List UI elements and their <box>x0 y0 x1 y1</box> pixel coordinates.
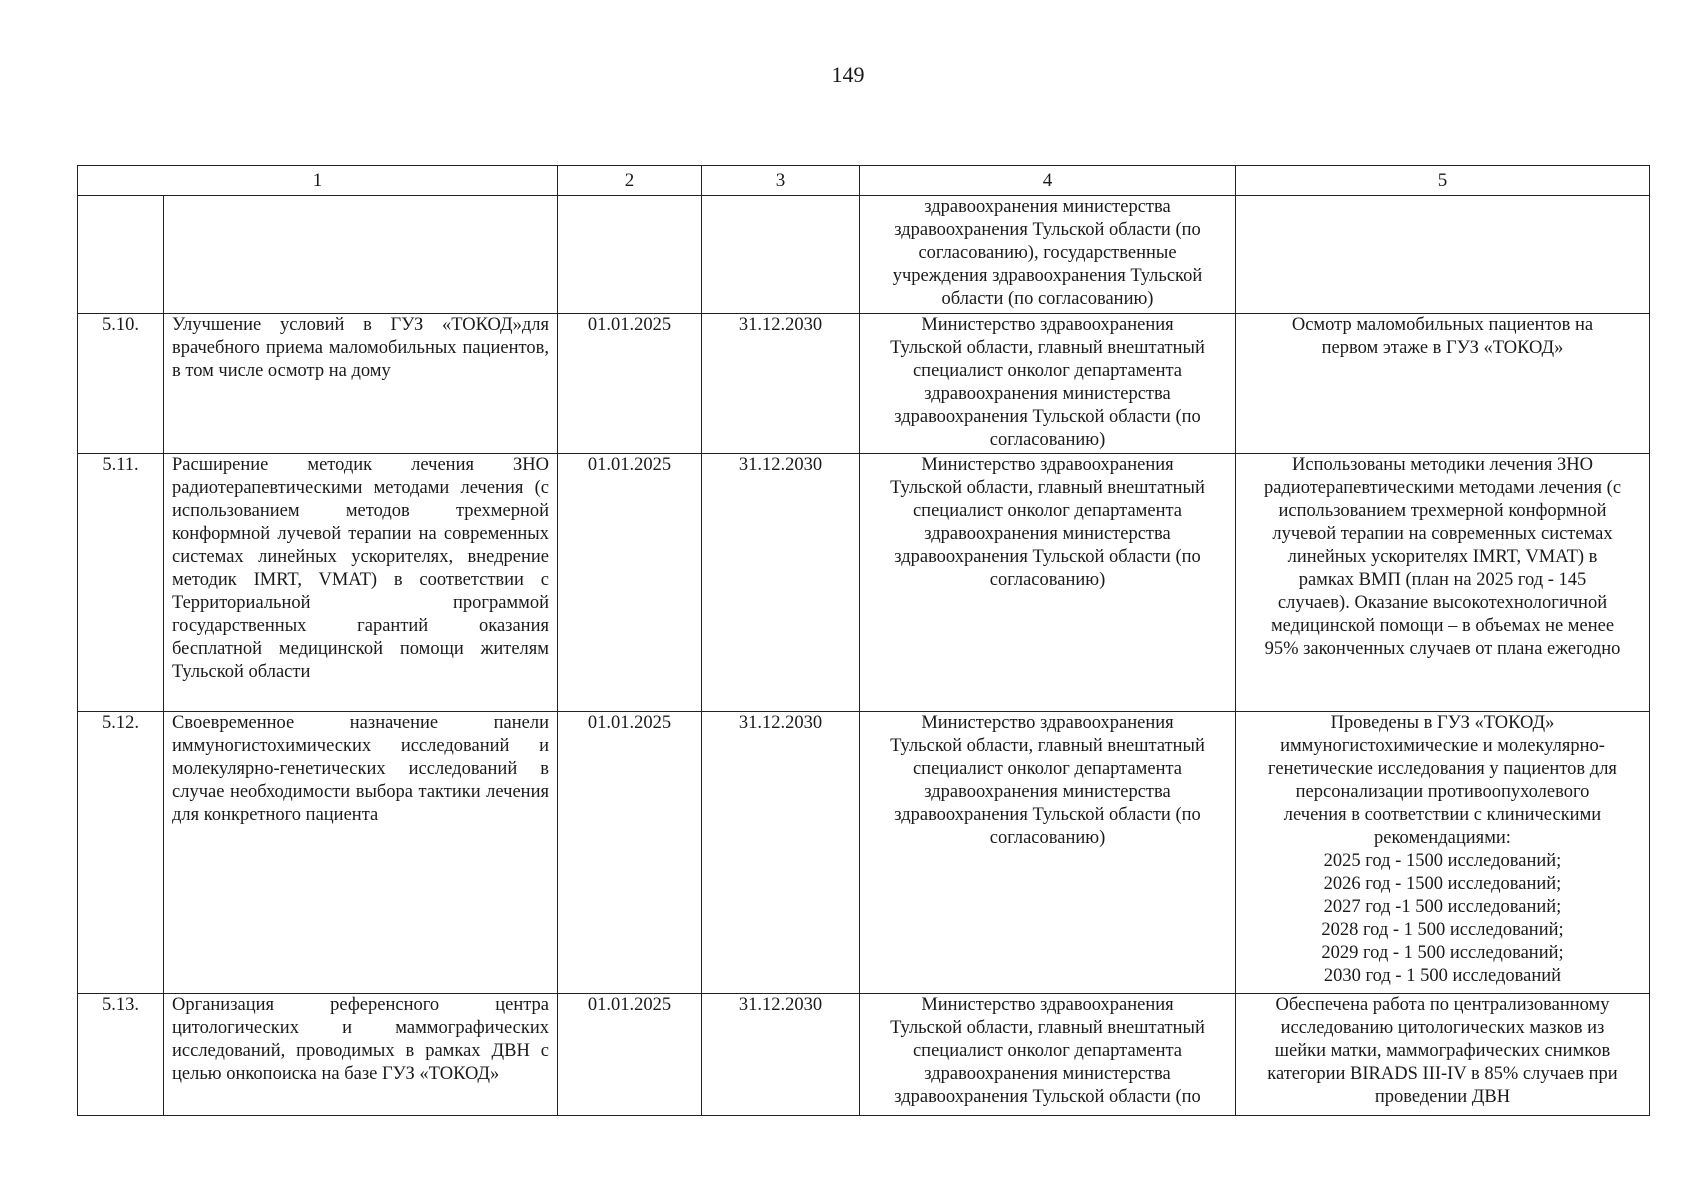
cell-title: Улучшение условий в ГУЗ «ТОКОД»для врачебного приема маломобильных пациентов, в том числе осмотр на дому <box>164 314 558 454</box>
cell-start: 01.01.2025 <box>558 454 702 712</box>
cell-line: специалист онколог департамента <box>912 1041 1183 1061</box>
cell-start: 01.01.2025 <box>558 712 702 994</box>
cell-line: 95% законченных случаев от плана ежегодно <box>1264 639 1621 659</box>
cell-line: линейных ускорителях IMRT, VMAT) в <box>1287 547 1598 567</box>
cell-line: здравоохранения министерства <box>924 524 1171 544</box>
cell-line: 2025 год - 1500 исследований; <box>1323 851 1562 871</box>
header-col-5: 5 <box>1236 166 1650 196</box>
cell-line: Министерство здравоохранения <box>921 315 1174 335</box>
cell-line: исследованию цитологических мазков из <box>1280 1018 1605 1038</box>
cell-line: 2030 год - 1 500 исследований <box>1323 966 1562 986</box>
cell-start: 01.01.2025 <box>558 314 702 454</box>
cell-line: рамках ВМП (план на 2025 год - 145 <box>1298 570 1587 590</box>
cell-line: шейки матки, маммографических снимков <box>1274 1041 1611 1061</box>
cell-line: Тульской области, главный внештатный <box>890 478 1205 498</box>
header-col-1: 1 <box>78 166 558 196</box>
cell-title: Организация референсного центра цитологических и маммографических исследований, проводимых в рамках ДВН с целью онкопоиска на базе ГУЗ «ТОКОД» <box>164 994 558 1116</box>
cell-result <box>1236 196 1650 314</box>
cell-line: согласованию) <box>989 828 1106 848</box>
cell-title: Своевременное назначение панели иммуногистохимических исследований и молекулярно-генетических исследований в случае необходимости выбора тактики лечения для конкретного пациента <box>164 712 558 994</box>
table-row <box>78 712 1650 994</box>
cell-line: Осмотр маломобильных пациентов на <box>1291 315 1594 335</box>
cell-line: 2026 год - 1500 исследований; <box>1323 874 1562 894</box>
cell-line: здравоохранения министерства <box>924 197 1171 217</box>
cell-line: согласованию), государственные <box>918 243 1177 263</box>
cell-responsible <box>860 712 1236 994</box>
cell-num: 5.12. <box>78 712 164 994</box>
cell-line: области (по согласованию) <box>941 289 1154 309</box>
cell-line: Министерство здравоохранения <box>921 713 1174 733</box>
table-row-continuation <box>78 196 1650 314</box>
cell-line: учреждения здравоохранения Тульской <box>892 266 1203 286</box>
cell-line: здравоохранения министерства <box>924 782 1171 802</box>
cell-line: здравоохранения министерства <box>924 1064 1171 1084</box>
cell-line: здравоохранения Тульской области (по <box>894 407 1201 427</box>
cell-line: иммуногистохимические и молекулярно- <box>1280 736 1605 756</box>
table-row <box>78 314 1650 454</box>
cell-line: категории BIRADS III-IV в 85% случаев при <box>1267 1064 1618 1084</box>
page-number: 149 <box>831 62 865 87</box>
table-row <box>78 454 1650 712</box>
table-row <box>78 994 1650 1116</box>
cell-line: здравоохранения Тульской области (по <box>894 547 1201 567</box>
cell-result <box>1236 712 1650 994</box>
cell-end: 31.12.2030 <box>702 994 860 1116</box>
cell-line: специалист онколог департамента <box>912 361 1183 381</box>
cell-result <box>1236 454 1650 712</box>
table-header-row <box>78 166 1650 196</box>
cell-start <box>558 196 702 314</box>
cell-line: генетические исследования у пациентов для <box>1268 759 1617 779</box>
cell-start: 01.01.2025 <box>558 994 702 1116</box>
cell-end: 31.12.2030 <box>702 314 860 454</box>
header-col-3: 3 <box>702 166 860 196</box>
cell-line: специалист онколог департамента <box>912 759 1183 779</box>
cell-line: случаев). Оказание высокотехнологичной <box>1277 593 1608 613</box>
cell-line: Министерство здравоохранения <box>921 995 1174 1015</box>
cell-responsible <box>860 994 1236 1116</box>
cell-num <box>78 196 164 314</box>
cell-line: Обеспечена работа по централизованному <box>1275 995 1610 1015</box>
cell-line: Министерство здравоохранения <box>921 455 1174 475</box>
cell-end: 31.12.2030 <box>702 712 860 994</box>
cell-line: Тульской области, главный внештатный <box>890 338 1205 358</box>
cell-line: Тульской области, главный внештатный <box>890 1018 1205 1038</box>
cell-end: 31.12.2030 <box>702 454 860 712</box>
cell-line: персонализации противоопухолевого <box>1295 782 1590 802</box>
cell-line: радиотерапевтическими методами лечения (с <box>1263 478 1622 498</box>
cell-line: использованием трехмерной конформной <box>1278 501 1607 521</box>
cell-line: Проведены в ГУЗ «ТОКОД» <box>1330 713 1555 733</box>
cell-line: лучевой терапии на современных системах <box>1272 524 1613 544</box>
cell-line: рекомендациями: <box>1374 828 1511 848</box>
cell-result <box>1236 994 1650 1116</box>
cell-line: согласованию) <box>989 570 1106 590</box>
cell-line: 2029 год - 1 500 исследований; <box>1321 943 1564 963</box>
cell-end <box>702 196 860 314</box>
header-col-4: 4 <box>860 166 1236 196</box>
cell-num: 5.11. <box>78 454 164 712</box>
cell-line: согласованию) <box>989 430 1106 450</box>
cell-responsible <box>860 196 1236 314</box>
cell-line: Использованы методики лечения ЗНО <box>1292 455 1593 475</box>
cell-line: здравоохранения Тульской области (по <box>894 220 1201 240</box>
cell-line: лечения в соответствии с клиническими <box>1283 805 1602 825</box>
cell-line: специалист онколог департамента <box>912 501 1183 521</box>
cell-line: 2027 год -1 500 исследований; <box>1323 897 1562 917</box>
cell-responsible <box>860 454 1236 712</box>
cell-result <box>1236 314 1650 454</box>
cell-line: здравоохранения министерства <box>924 384 1171 404</box>
cell-line: здравоохранения Тульской области (по <box>894 805 1201 825</box>
cell-line: первом этаже в ГУЗ «ТОКОД» <box>1321 338 1564 358</box>
cell-title <box>164 196 558 314</box>
cell-line: медицинской помощи – в объемах не менее <box>1270 616 1615 636</box>
cell-line: Тульской области, главный внештатный <box>890 736 1205 756</box>
cell-title: Расширение методик лечения ЗНО радиотерапевтическими методами лечения (с использованием методов трехмерной конформной лучевой терапии на современных системах линейных ускорителях, внедрение методик IMRT, VMAT) в соответствии с Территориальной программой государственных гарантий оказания бесплатной медицинской помощи жителям Тульской области <box>164 454 558 712</box>
cell-line: 2028 год - 1 500 исследований; <box>1321 920 1564 940</box>
cell-num: 5.13. <box>78 994 164 1116</box>
cell-num: 5.10. <box>78 314 164 454</box>
cell-line: проведении ДВН <box>1374 1087 1511 1107</box>
plan-table <box>77 165 1650 1116</box>
cell-responsible <box>860 314 1236 454</box>
cell-line: здравоохранения Тульской области (по <box>894 1087 1201 1107</box>
header-col-2: 2 <box>558 166 702 196</box>
